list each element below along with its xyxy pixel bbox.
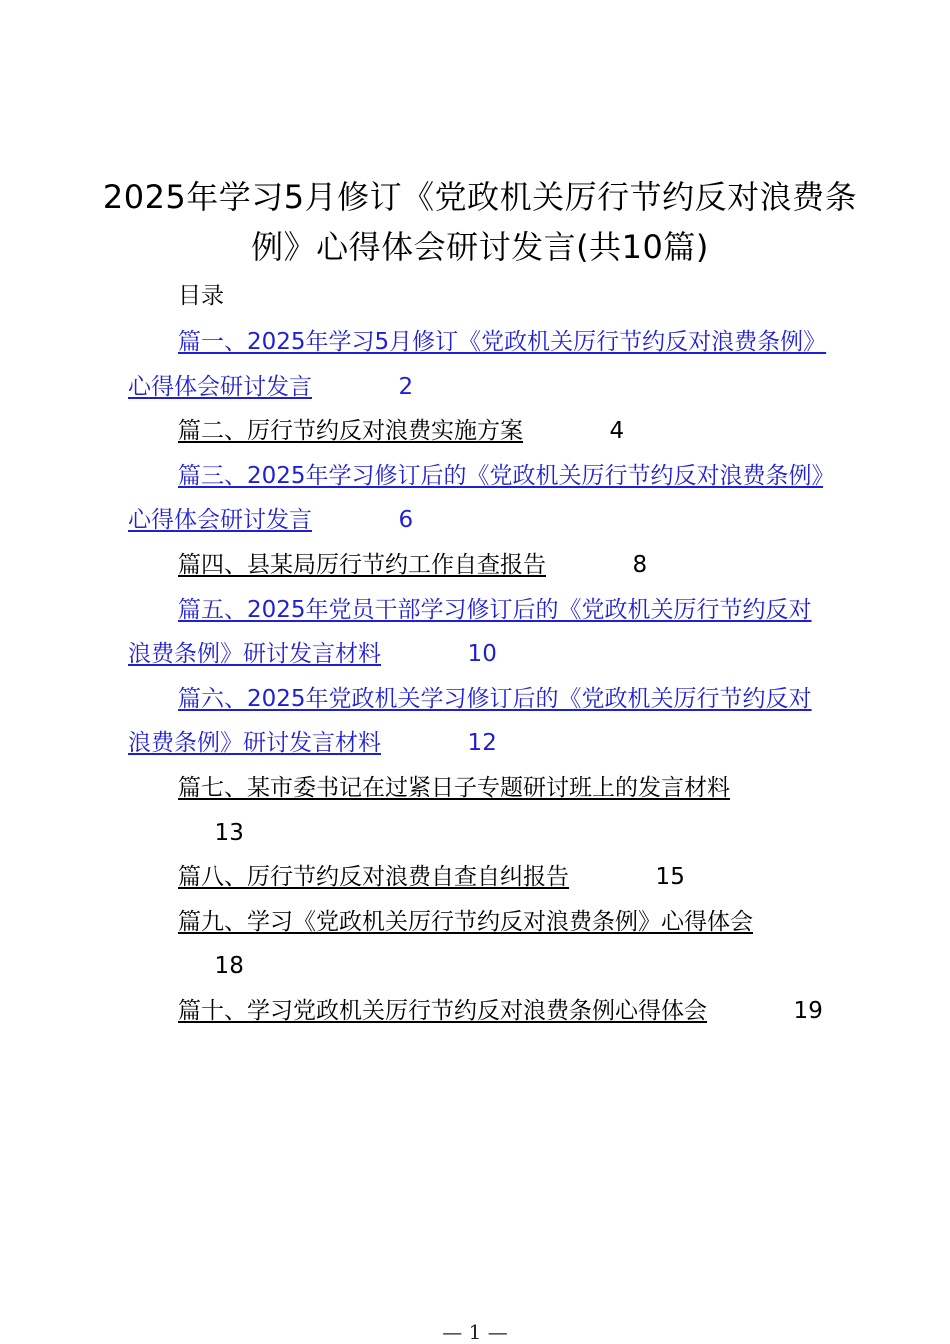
toc-entry-5[interactable] <box>128 588 828 677</box>
toc-entry-text: 篇十、学习党政机关厉行节约反对浪费条例心得体会 <box>178 997 707 1024</box>
toc-entry-page: 18 <box>178 953 244 980</box>
table-of-contents <box>128 320 828 1034</box>
toc-entry-text: 篇四、县某局厉行节约工作自查报告 <box>178 551 546 578</box>
toc-entry-2[interactable] <box>128 409 828 454</box>
toc-entry-page: 15 <box>619 864 685 891</box>
toc-entry-text: 篇九、学习《党政机关厉行节约反对浪费条例》心得体会 <box>178 908 753 935</box>
toc-entry-10[interactable] <box>128 989 828 1034</box>
toc-entry-text: 篇五、2025年党员干部学习修订后的《党政机关厉行节约反对浪费条例》研讨发言材料 <box>128 596 812 668</box>
toc-entry-8[interactable] <box>128 855 828 900</box>
toc-heading: 目录 <box>178 283 224 309</box>
toc-entry-page: 19 <box>757 997 823 1024</box>
toc-entry-text: 篇二、厉行节约反对浪费实施方案 <box>178 418 523 445</box>
toc-entry-text: 篇八、厉行节约反对浪费自查自纠报告 <box>178 864 569 891</box>
document-title: 2025年学习5月修订《党政机关厉行节约反对浪费条例》心得体会研讨发言(共10篇) <box>102 178 858 266</box>
toc-entry-text: 篇六、2025年党政机关学习修订后的《党政机关厉行节约反对浪费条例》研讨发言材料 <box>128 685 812 757</box>
toc-entry-page: 6 <box>362 507 414 534</box>
toc-entry-text: 篇一、2025年学习5月修订《党政机关厉行节约反对浪费条例》心得体会研讨发言 <box>128 329 827 400</box>
toc-entry-page: 13 <box>178 819 244 846</box>
toc-entry-page: 12 <box>431 730 497 757</box>
page-number-footer: — 1 — <box>442 1320 508 1344</box>
toc-entry-text: 篇七、某市委书记在过紧日子专题研讨班上的发言材料 <box>178 774 730 801</box>
toc-entry-4[interactable] <box>128 543 828 588</box>
toc-entry-1[interactable] <box>128 320 828 409</box>
toc-entry-3[interactable] <box>128 454 828 543</box>
toc-entry-page: 8 <box>596 551 648 578</box>
toc-entry-7[interactable] <box>128 766 828 855</box>
toc-entry-6[interactable] <box>128 677 828 766</box>
toc-entry-9[interactable] <box>128 900 828 989</box>
toc-entry-page: 2 <box>362 373 414 400</box>
toc-entry-text: 篇三、2025年学习修订后的《党政机关厉行节约反对浪费条例》心得体会研讨发言 <box>128 462 824 534</box>
toc-entry-page: 10 <box>431 641 497 668</box>
toc-entry-page: 4 <box>573 418 625 445</box>
